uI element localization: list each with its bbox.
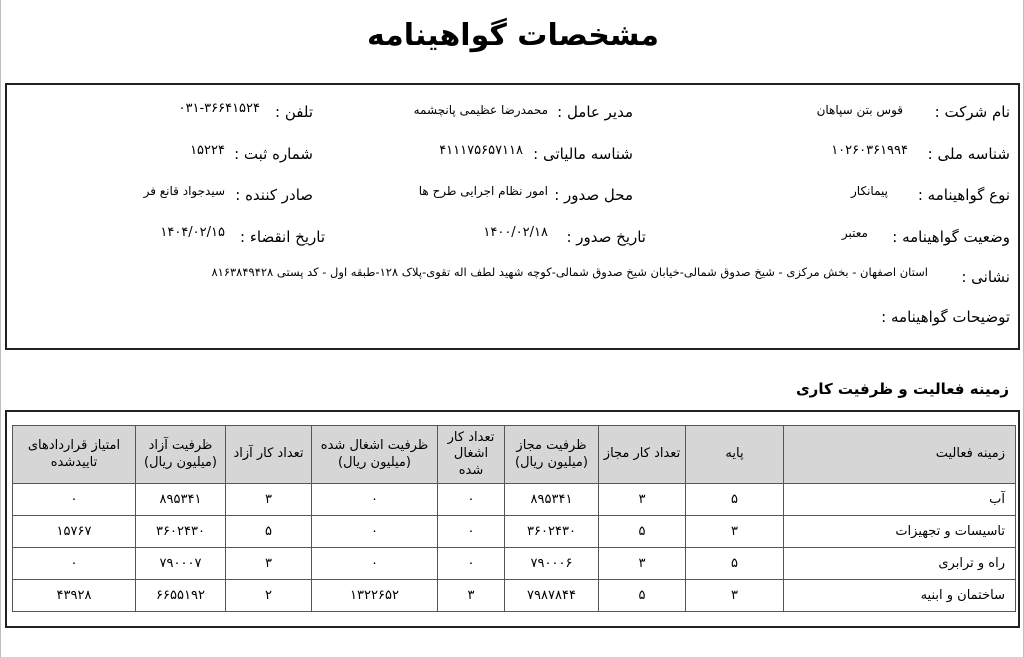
phone-label: تلفن :: [275, 103, 313, 121]
cell-allowed-count: ۳: [599, 484, 686, 516]
cell-grade: ۵: [686, 548, 784, 580]
national-id-label: شناسه ملی :: [927, 145, 1010, 163]
cell-free-capacity: ۸۹۵۳۴۱: [136, 484, 226, 516]
issue-date-label: تاریخ صدور :: [566, 228, 646, 246]
issuer-value: سیدجواد قانع فر: [143, 184, 225, 198]
manager-label: مدیر عامل :: [557, 103, 633, 121]
address-value: استان اصفهان - بخش مرکزی - شیخ صدوق شمالی-خیابان شیخ صدوق شمالی-کوچه شهید لطف اله تقوی-پلاک ۱۲۸-طبقه اول - کد پستی ۸۱۶۳۸۴۹۴۲۸: [211, 265, 928, 279]
activity-capacity-table: [12, 425, 1016, 612]
status-label: وضعیت گواهینامه :: [892, 228, 1010, 246]
cell-occupied-capacity: ۱۳۲۲۶۵۲: [312, 580, 438, 612]
cell-free-capacity: ۷۹۰۰۰۷: [136, 548, 226, 580]
table-header-row: [13, 426, 1016, 484]
cell-approved-score: ۰: [13, 484, 136, 516]
expiry-value: ۱۴۰۴/۰۲/۱۵: [160, 225, 225, 240]
table-row: [13, 484, 1016, 516]
col-header-grade: پایه: [686, 426, 784, 484]
tax-id-value: ۴۱۱۱۷۵۶۵۷۱۱۸: [439, 143, 523, 158]
company-label: نام شرکت :: [934, 103, 1010, 121]
cell-free-count: ۳: [226, 548, 312, 580]
col-header-allowed-capacity: ظرفیت مجاز (میلیون ریال): [505, 426, 599, 484]
cell-free-capacity: ۳۶۰۲۴۳۰: [136, 516, 226, 548]
phone-value: ۰۳۱-۳۶۶۴۱۵۲۴: [178, 101, 260, 116]
col-header-field: زمینه فعالیت: [784, 426, 1016, 484]
status-value: معتبر: [841, 226, 868, 240]
page-title: مشخصات گواهینامه: [366, 18, 659, 53]
cell-occupied-capacity: ۰: [312, 484, 438, 516]
cell-grade: ۵: [686, 484, 784, 516]
tax-id-label: شناسه مالیاتی :: [533, 145, 633, 163]
section-title: زمینه فعالیت و ظرفیت کاری: [795, 380, 1009, 398]
col-header-free-count: تعداد کار آزاد: [226, 426, 312, 484]
col-header-free-capacity: ظرفیت آزاد (میلیون ریال): [136, 426, 226, 484]
cell-allowed-capacity: ۷۹۸۷۸۴۴: [505, 580, 599, 612]
reg-no-label: شماره ثبت :: [234, 145, 313, 163]
col-header-allowed-count: تعداد کار مجاز: [599, 426, 686, 484]
cell-allowed-count: ۳: [599, 548, 686, 580]
cell-allowed-capacity: ۸۹۵۳۴۱: [505, 484, 599, 516]
col-header-approved-score: امتیاز قراردادهای تاییدشده: [13, 426, 136, 484]
cell-approved-score: ۴۳۹۲۸: [13, 580, 136, 612]
reg-no-value: ۱۵۲۲۴: [190, 143, 225, 158]
cell-allowed-count: ۵: [599, 580, 686, 612]
manager-value: محمدرضا عظیمی پانچشمه: [413, 103, 548, 117]
cell-free-count: ۲: [226, 580, 312, 612]
cell-occupied-count: ۰: [438, 516, 505, 548]
cell-free-count: ۵: [226, 516, 312, 548]
issue-date-value: ۱۴۰۰/۰۲/۱۸: [483, 225, 548, 240]
cell-free-capacity: ۶۶۵۵۱۹۲: [136, 580, 226, 612]
cell-field: آب: [784, 484, 1016, 516]
notes-label: توضیحات گواهینامه :: [881, 308, 1010, 326]
cell-field: راه و ترابری: [784, 548, 1016, 580]
cell-occupied-capacity: ۰: [312, 548, 438, 580]
cell-field: تاسیسات و تجهیزات: [784, 516, 1016, 548]
table-row: [13, 516, 1016, 548]
cell-approved-score: ۰: [13, 548, 136, 580]
cell-approved-score: ۱۵۷۶۷: [13, 516, 136, 548]
cell-grade: ۳: [686, 580, 784, 612]
table-row: [13, 548, 1016, 580]
col-header-occupied-count: تعداد کار اشغال شده: [438, 426, 505, 484]
cell-occupied-count: ۰: [438, 484, 505, 516]
cell-field: ساختمان و ابنیه: [784, 580, 1016, 612]
cert-type-label: نوع گواهینامه :: [917, 186, 1010, 204]
expiry-label: تاریخ انقضاء :: [240, 228, 325, 246]
national-id-value: ۱۰۲۶۰۳۶۱۹۹۴: [831, 143, 908, 158]
cell-grade: ۳: [686, 516, 784, 548]
table-row: [13, 580, 1016, 612]
cert-type-value: پیمانکار: [851, 184, 888, 198]
cell-occupied-capacity: ۰: [312, 516, 438, 548]
cell-allowed-count: ۵: [599, 516, 686, 548]
issuer-label: صادر کننده :: [235, 186, 313, 204]
cell-free-count: ۳: [226, 484, 312, 516]
cell-allowed-capacity: ۳۶۰۲۴۳۰: [505, 516, 599, 548]
address-label: نشانی :: [961, 268, 1010, 286]
issue-place-label: محل صدور :: [554, 186, 633, 204]
issue-place-value: امور نظام اجرایی طرح ها: [418, 184, 548, 198]
cell-allowed-capacity: ۷۹۰۰۰۶: [505, 548, 599, 580]
company-value: قوس بتن سپاهان: [816, 103, 903, 117]
certificate-info-box: [5, 83, 1020, 350]
cell-occupied-count: ۳: [438, 580, 505, 612]
cell-occupied-count: ۰: [438, 548, 505, 580]
activity-table-box: [5, 410, 1020, 628]
col-header-occupied-capacity: ظرفیت اشغال شده (میلیون ریال): [312, 426, 438, 484]
